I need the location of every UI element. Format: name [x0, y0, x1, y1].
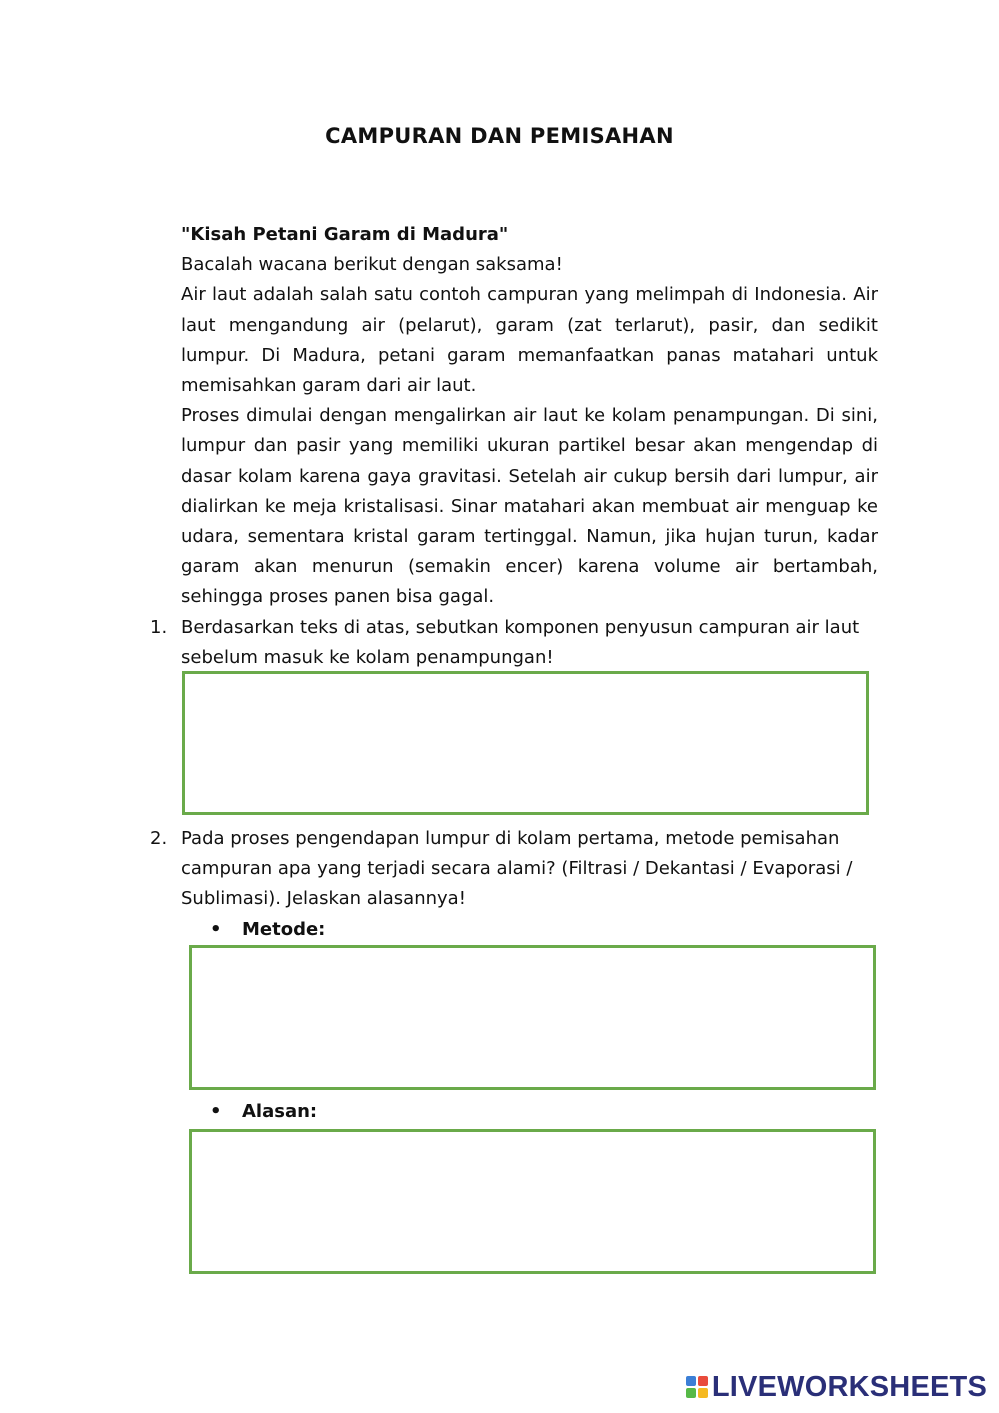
logo-text: LIVEWORKSHEETS — [711, 1370, 987, 1403]
logo-mark-icon — [686, 1376, 708, 1398]
metode-label: Metode: — [242, 919, 326, 940]
reading-instruction: Bacalah wacana berikut dengan saksama! — [181, 254, 563, 276]
question-1-text: Berdasarkan teks di atas, sebutkan komponen penyusun campuran air laut sebelum masuk ke kolam penampungan! — [181, 617, 860, 669]
story-paragraph-2: Proses dimulai dengan mengalirkan air laut ke kolam penampungan. Di sini, lumpur dan pasir yang memiliki ukuran partikel besar akan mengendap di dasar kolam karena gaya gravitasi. Setelah air cukup bersih dari lumpur, air dialirkan ke meja kristalisasi. Sinar matahari akan membuat air menguap ke udara, sementara kristal garam tertinggal. Namun, jika hujan turun, kadar garam akan menurun (semakin encer) karena volume air bertambah, sehingga proses panen bisa gagal. — [181, 405, 878, 608]
alasan-label: Alasan: — [242, 1101, 318, 1122]
question-2 — [150, 824, 878, 915]
question-2-text: Pada proses pengendapan lumpur di kolam pertama, metode pemisahan campuran apa yang terjadi secara alami? (Filtrasi / Dekantasi / Evaporasi / Sublimasi). Jelaskan alasannya! — [181, 828, 853, 910]
answer-box-alasan[interactable] — [189, 1129, 876, 1274]
liveworksheets-logo — [686, 1371, 987, 1403]
bullet-icon: • — [210, 1101, 222, 1122]
story-section — [181, 220, 878, 613]
alasan-field-label — [210, 1097, 317, 1127]
story-paragraph-1: Air laut adalah salah satu contoh campuran yang melimpah di Indonesia. Air laut mengandung air (pelarut), garam (zat terlarut), pasir, dan sedikit lumpur. Di Madura, petani garam memanfaatkan panas matahari untuk memisahkan garam dari air laut. — [181, 284, 878, 397]
bullet-icon: • — [210, 919, 222, 940]
answer-box-metode[interactable] — [189, 945, 876, 1090]
metode-field-label — [210, 915, 325, 945]
answer-box-1[interactable] — [182, 671, 869, 815]
question-1 — [150, 613, 878, 673]
story-title: "Kisah Petani Garam di Madura" — [181, 224, 509, 245]
question-1-number: 1. — [150, 617, 168, 638]
page-title: CAMPURAN DAN PEMISAHAN — [325, 124, 674, 148]
question-2-number: 2. — [150, 828, 168, 849]
